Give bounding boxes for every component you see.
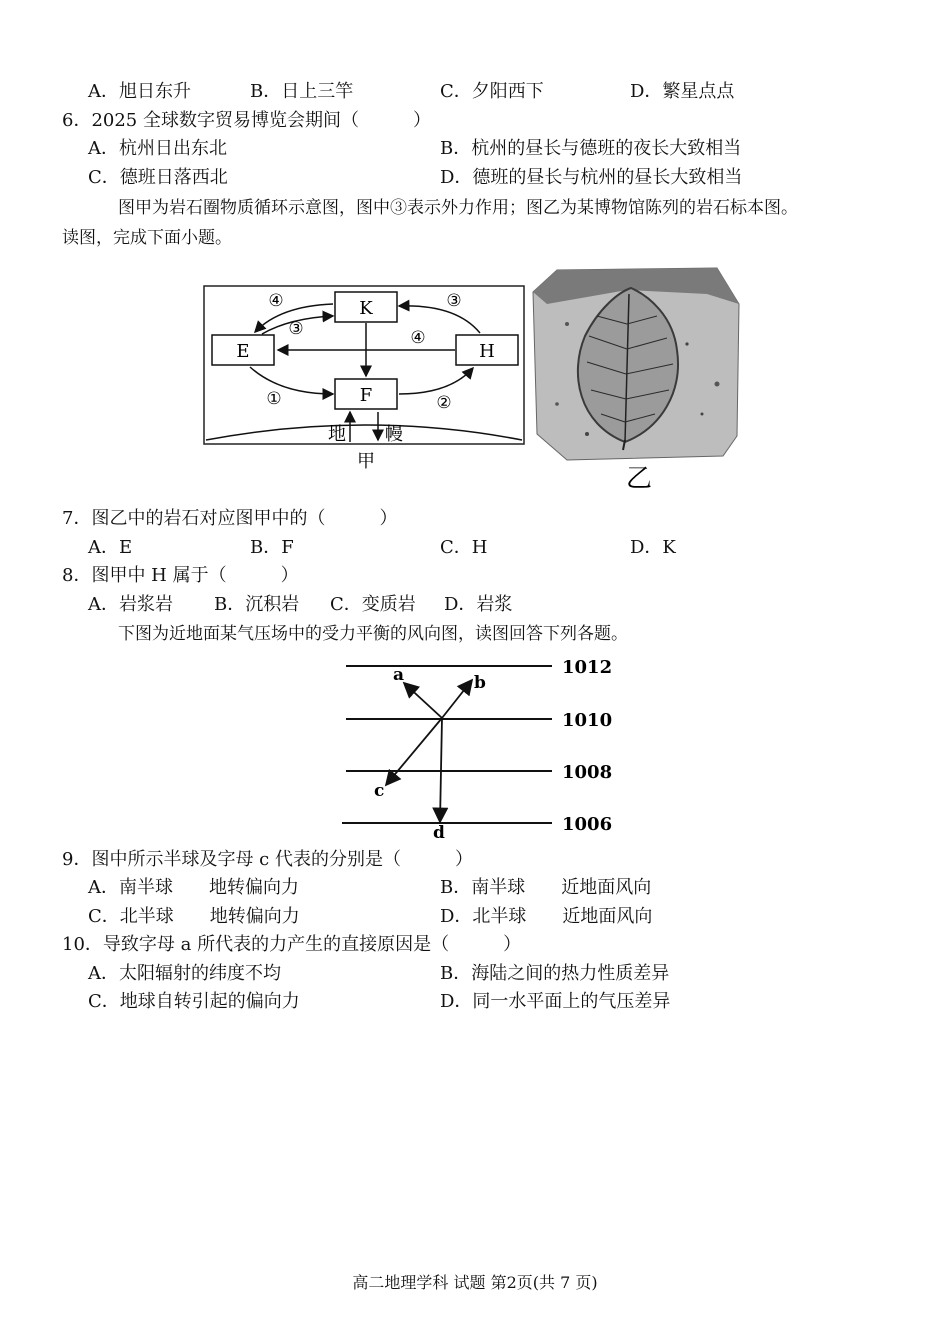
q7-option-d: D．K (630, 537, 676, 558)
wind-intro: 下图为近地面某气压场中的受力平衡的风向图，读图回答下列各题。 (118, 624, 628, 644)
arrow-label-bottom-left: ① (266, 389, 282, 409)
box-h-label: H (479, 341, 495, 362)
arrow-label-inner-left: ③ (288, 319, 304, 339)
box-k-label: K (359, 298, 373, 319)
q10-option-a: A．太阳辐射的纬度不均 (88, 963, 281, 984)
q7-option-c: C．H (440, 537, 488, 558)
q6-option-c: C．德班日落西北 (88, 167, 228, 188)
q5-option-b: B．日上三竿 (250, 81, 354, 102)
vector-a-label: a (393, 665, 405, 685)
q5-option-c: C．夕阳西下 (440, 81, 544, 102)
q8-option-b: B．沉积岩 (214, 594, 300, 615)
q7-option-b: B．F (250, 537, 294, 558)
q10-stem: 10．导致字母 a 所代表的力产生的直接原因是（ ） (62, 934, 522, 955)
isobar-label-1010: 1010 (562, 710, 613, 731)
leaf-fossil-photo (527, 264, 742, 494)
vector-b-label: b (474, 673, 486, 693)
vector-d-label: d (433, 823, 445, 843)
vector-b (442, 680, 472, 718)
q9-option-d: D．北半球 近地面风向 (440, 906, 653, 927)
q5-option-a: A．旭日东升 (88, 81, 191, 102)
q8-option-d: D．岩浆 (444, 594, 513, 615)
q8-option-a: A．岩浆岩 (88, 594, 173, 615)
vector-a (404, 683, 442, 718)
isobar-label-1012: 1012 (562, 657, 613, 678)
arrow-label-top-right: ③ (446, 291, 462, 311)
q9-stem: 9．图中所示半球及字母 c 代表的分别是（ ） (62, 849, 473, 870)
page-footer: 高二地理学科 试题 第2页(共 7 页) (352, 1273, 598, 1292)
q7-option-a: A．E (88, 537, 133, 558)
figure-yi-caption: 乙 (625, 464, 653, 494)
arrow-label-middle: ④ (410, 328, 426, 348)
ground-label-right: 幔 (385, 424, 403, 445)
figure-jia-caption: 甲 (357, 451, 375, 472)
q8-stem: 8．图甲中 H 属于（ ） (62, 565, 299, 586)
vector-c (386, 718, 442, 785)
vector-c-label: c (374, 781, 385, 801)
rock-intro-line1: 图甲为岩石圈物质循环示意图，图中③表示外力作用；图乙为某博物馆陈列的岩石标本图。 (118, 198, 798, 218)
q6-option-d: D．德班的昼长与杭州的昼长大致相当 (440, 167, 743, 188)
box-e-label: E (236, 341, 250, 362)
arrow-label-top-left: ④ (268, 291, 284, 311)
q6-option-b: B．杭州的昼长与德班的夜长大致相当 (440, 138, 742, 159)
q10-option-c: C．地球自转引起的偏向力 (88, 991, 300, 1012)
q9-option-a: A．南半球 地转偏向力 (88, 877, 299, 898)
q9-option-b: B．南半球 近地面风向 (440, 877, 652, 898)
isobar-wind-diagram (330, 650, 630, 845)
ground-label-left: 地 (328, 424, 346, 445)
q10-option-d: D．同一水平面上的气压差异 (440, 991, 671, 1012)
rock-intro-line2: 读图，完成下面小题。 (62, 228, 232, 248)
q6-stem: 6．2025 全球数字贸易博览会期间（ ） (62, 110, 431, 131)
q7-stem: 7．图乙中的岩石对应图甲中的（ ） (62, 508, 398, 529)
q5-option-d: D．繁星点点 (630, 81, 735, 102)
q8-option-c: C．变质岩 (330, 594, 416, 615)
arrow-label-bottom-right: ② (436, 393, 452, 413)
box-f-label: F (359, 385, 373, 406)
q6-option-a: A．杭州日出东北 (88, 138, 227, 159)
vector-d (440, 718, 442, 822)
isobar-label-1006: 1006 (562, 814, 613, 835)
rock-cycle-diagram (200, 282, 530, 477)
isobar-label-1008: 1008 (562, 762, 613, 783)
q10-option-b: B．海陆之间的热力性质差异 (440, 963, 670, 984)
q9-option-c: C．北半球 地转偏向力 (88, 906, 300, 927)
